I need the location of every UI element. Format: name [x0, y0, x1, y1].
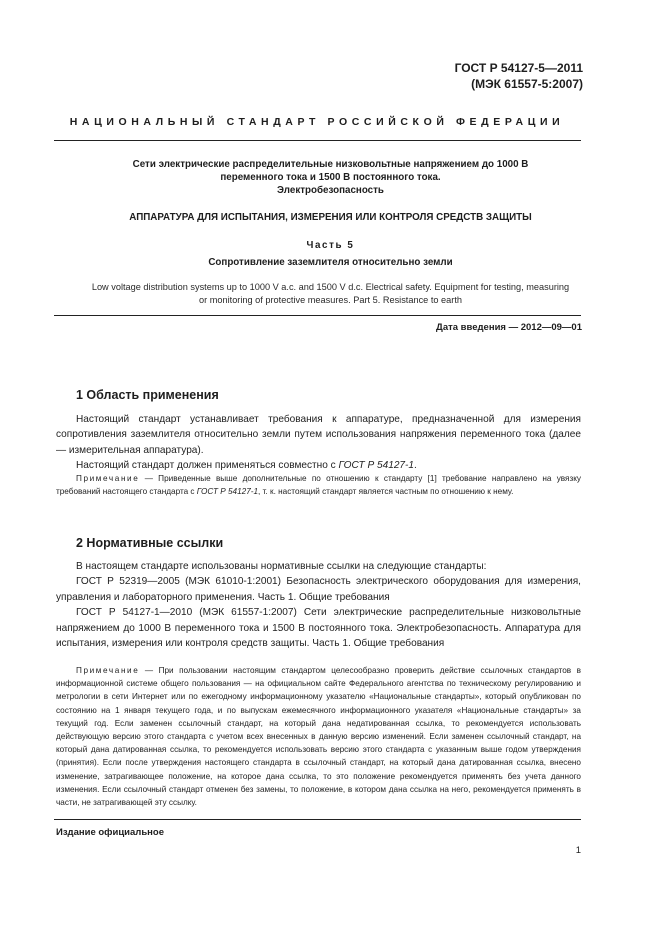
header-divider: [54, 140, 581, 141]
title-divider: [54, 315, 581, 316]
section-1-heading: 1 Область применения: [76, 388, 219, 402]
subtitle: Сопротивление заземлителя относительно земли: [208, 257, 453, 268]
national-standard-banner: НАЦИОНАЛЬНЫЙ СТАНДАРТ РОССИЙСКОЙ ФЕДЕРАЦИИ: [69, 116, 565, 128]
iec-number: (МЭК 61557-5:2007): [471, 77, 583, 91]
title-block: [60, 158, 601, 197]
english-title-line-2: or monitoring of protective measures. Part 5. Resistance to earth: [199, 295, 462, 305]
note-text: — При пользовании настоящим стандартом целесообразно проверить действие ссылочных стандартов в информационной системе общего пользования — на официальном сайте Федерального агентства по техническому регулированию и метрологии в сети Интернет или по ежегодному информационному указателю «Национальные стандарты», который опубликован по состоянию на 1 января текущего года, и по выпускам ежемесячного информационного указателя «Национальные стандарты» за текущий год. Если заменен ссылочный стандарт, на который дана недатированная ссылка, то рекомендуется использовать действующую версию этого стандарта с учетом всех внесенных в данную версию изменений. Если заменен ссылочный стандарт, на который дана датированная ссылка, то рекомендуется использовать версию этого стандарта с указанным выше годом утверждения (принятия). Если после утверждения настоящего стандарта в ссылочный стандарт, на который дана датированная ссылка, внесено изменение, затрагивающее положение, на которое дана ссылка, то это положение рекомендуется применять без учета данного изменения. Если ссылочный стандарт отменен без замены, то положение, в котором дана ссылка на него, рекомендуется применять в части, не затрагивающей эту ссылку.: [56, 666, 581, 808]
standard-number: ГОСТ Р 54127-5—2011: [454, 61, 583, 75]
title-line-1: Сети электрические распределительные низковольтные напряжением до 1000 В: [132, 159, 529, 170]
section-1-paragraph-1: Настоящий стандарт устанавливает требования к аппаратуре, предназначенной для измерения сопротивления заземлителя относительно земли путем использования напряжения переменного тока (далее — измерительная аппаратура).: [56, 414, 581, 456]
page-number: 1: [575, 845, 581, 856]
section-2-heading: 2 Нормативные ссылки: [76, 536, 224, 550]
title-line-2: переменного тока и 1500 В постоянного тока.: [220, 172, 441, 183]
section-2-body: [56, 559, 581, 651]
references-intro: В настоящем стандарте использованы нормативные ссылки на следующие стандарты:: [76, 561, 487, 572]
section-1-paragraph-2: Настоящий стандарт должен применяться совместно с ГОСТ Р 54127-1.: [76, 460, 417, 472]
gost-reference: ГОСТ Р 54127-1: [338, 460, 415, 472]
reference-gost-52319: ГОСТ Р 52319—2005 (МЭК 61010-1:2001) Безопасность электрического оборудования для измерения, управления и лабораторного применения. Часть 1. Общие требования: [56, 576, 581, 603]
english-title: [60, 281, 601, 307]
footer-divider: [54, 819, 581, 820]
section-2-note: [56, 664, 581, 809]
section-1-body: [56, 412, 581, 474]
section-1-note: Примечание — Приведенные выше дополнительные по отношению к стандарту [1] требование направлено на увязку требований настоящего стандарта с ГОСТ Р 54127-1, т. к. настоящий стандарт является частным по отношению к нему.: [56, 474, 581, 497]
note-label: Примечание: [76, 474, 140, 483]
introduction-date: Дата введения — 2012—09—01: [436, 322, 582, 333]
english-title-line-1: Low voltage distribution systems up to 1000 V a.c. and 1500 V d.c. Electrical safety. Equipment for testing, measuring: [91, 282, 570, 292]
main-title: АППАРАТУРА ДЛЯ ИСПЫТАНИЯ, ИЗМЕРЕНИЯ ИЛИ КОНТРОЛЯ СРЕДСТВ ЗАЩИТЫ: [129, 212, 532, 223]
official-edition: Издание официальное: [56, 827, 164, 838]
part-number: Часть 5: [306, 240, 355, 251]
reference-gost-54127-1: ГОСТ Р 54127-1—2010 (МЭК 61557-1:2007) Сети электрические распределительные низковольтные напряжением до 1000 В переменного тока и 1500 В постоянного тока. Электробезопасность. Аппаратура для испытания, измерения или контроля средств защиты. Часть 1. Общие требования: [56, 607, 581, 650]
title-line-3: Электробезопасность: [277, 185, 384, 196]
gost-reference: ГОСТ Р 54127-1: [196, 487, 259, 497]
standard-designation: [455, 60, 583, 92]
note-label: Примечание: [76, 666, 140, 675]
